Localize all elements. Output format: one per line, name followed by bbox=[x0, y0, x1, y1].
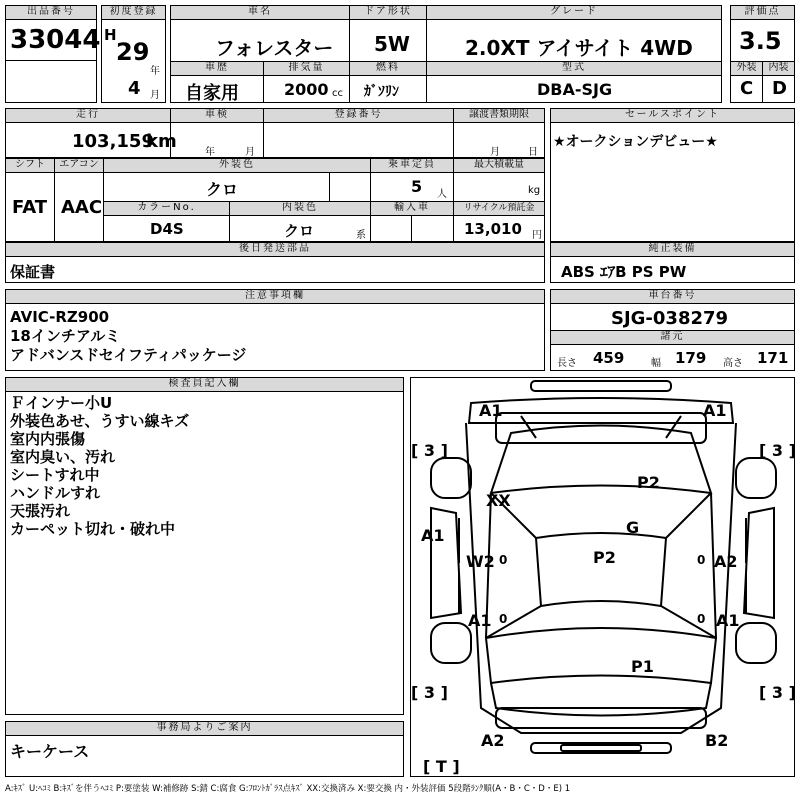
inspector-cell bbox=[5, 391, 404, 715]
history-label: 車歴 bbox=[170, 61, 264, 76]
chassis-label: 車台番号 bbox=[550, 289, 795, 304]
model: DBA-SJG bbox=[537, 80, 613, 99]
int-label: 内装 bbox=[762, 61, 795, 76]
reg-month: 4 bbox=[128, 78, 141, 99]
sales-point-label: セールスポイント bbox=[550, 108, 795, 123]
recycle-label: リサイクル預託金 bbox=[453, 201, 545, 216]
damage-mark: A1 bbox=[468, 611, 492, 630]
inspector-line: ハンドルすれ bbox=[10, 484, 101, 502]
first-reg-label: 初度登録 bbox=[101, 5, 166, 20]
colorno: D4S bbox=[150, 220, 184, 238]
tire-depth: [ 3 ] bbox=[759, 683, 794, 702]
spare-tire: [ T ] bbox=[423, 757, 460, 776]
fuel-cell bbox=[349, 75, 427, 103]
car-name-label: 車名 bbox=[170, 5, 350, 20]
ext-grade: C bbox=[740, 78, 754, 99]
sales-point: ★オークションデビュー★ bbox=[553, 134, 718, 150]
displacement-label: 排気量 bbox=[263, 61, 350, 76]
capacity: 5 bbox=[411, 177, 423, 196]
caution-cell bbox=[5, 303, 545, 371]
office-cell bbox=[5, 735, 404, 777]
intcolor-cell bbox=[229, 215, 371, 242]
damage-mark: A2 bbox=[481, 731, 505, 750]
damage-mark: P2 bbox=[637, 473, 660, 492]
transfer-label: 譲渡書類期限 bbox=[453, 108, 545, 123]
door: 5W bbox=[374, 32, 410, 56]
transfer-day: 日 bbox=[528, 147, 538, 158]
model-label: 型式 bbox=[426, 61, 722, 76]
score-cell bbox=[730, 19, 795, 62]
car-name-cell bbox=[170, 19, 350, 62]
displacement-cell bbox=[263, 75, 350, 103]
caution-label: 注意事項欄 bbox=[5, 289, 545, 304]
damage-mark: G bbox=[626, 518, 640, 537]
color: クロ bbox=[206, 180, 239, 199]
damage-mark: W2 bbox=[466, 552, 495, 571]
specs-cell bbox=[550, 344, 795, 371]
capacity-unit: 人 bbox=[437, 189, 447, 200]
recycle: 13,010 bbox=[464, 220, 522, 238]
reg-year: 29 bbox=[116, 38, 150, 66]
inspector-line: 外装色あせ、うすい線キズ bbox=[10, 412, 190, 430]
fuel: ｶﾞｿﾘﾝ bbox=[364, 84, 399, 100]
diagram-zero: 0 bbox=[499, 553, 508, 567]
car-diagram-svg bbox=[411, 378, 794, 776]
era: H bbox=[104, 26, 117, 44]
height: 171 bbox=[757, 349, 789, 367]
lot-blank bbox=[5, 60, 97, 103]
import-cell-a bbox=[370, 215, 412, 242]
mileage-unit: km bbox=[146, 131, 177, 152]
score: 3.5 bbox=[739, 27, 782, 55]
shift: FAT bbox=[12, 197, 48, 218]
diagram-zero: 0 bbox=[499, 612, 508, 626]
sales-point-cell bbox=[550, 122, 795, 242]
transfer-month: 月 bbox=[490, 147, 500, 158]
equipment: ABS ｴｱB PS PW bbox=[561, 263, 687, 281]
door-label: ドア形状 bbox=[349, 5, 427, 20]
inspection-month-unit: 月 bbox=[245, 147, 255, 158]
color-blank bbox=[329, 172, 371, 202]
inspector-label: 検査員記入欄 bbox=[5, 377, 404, 392]
lot-cell bbox=[5, 19, 101, 61]
damage-diagram bbox=[410, 377, 795, 777]
damage-mark: A1 bbox=[421, 526, 445, 545]
recycle-cell bbox=[453, 215, 545, 242]
mileage: 103,159 bbox=[72, 131, 154, 152]
color-label: 外装色 bbox=[103, 158, 371, 173]
office-note: キーケース bbox=[10, 742, 90, 761]
load-cell bbox=[453, 172, 545, 202]
inspection-cell bbox=[170, 122, 264, 158]
shift-label: シフト bbox=[5, 158, 55, 173]
history-cell bbox=[170, 75, 264, 103]
import-label: 輸入車 bbox=[370, 201, 454, 216]
wid-label: 幅 bbox=[651, 358, 661, 369]
specs-label: 諸元 bbox=[550, 330, 795, 345]
damage-mark: A2 bbox=[714, 552, 738, 571]
capacity-cell bbox=[370, 172, 454, 202]
inspector-line: 室内臭い、汚れ bbox=[10, 448, 116, 466]
legend: A:ｷｽﾞ U:ﾍｺﾐ B:ｷｽﾞを伴うﾍｺﾐ P:要塗装 W:補修跡 S:錆 C:腐食 G:ﾌﾛﾝﾄｶﾞﾗｽ点ｷｽﾞ XX:交換済み X:要交換 内・外装評価 5段階ﾗﾝｸ順(A・B・C・D・E) 1 bbox=[5, 784, 571, 794]
ac-label: エアコン bbox=[54, 158, 104, 173]
grade-label: グレード bbox=[426, 5, 722, 20]
len-label: 長さ bbox=[557, 358, 577, 369]
tire-depth: [ 3 ] bbox=[411, 683, 448, 702]
inspector-line: カーペット切れ・破れ中 bbox=[10, 520, 176, 538]
diagram-zero: 0 bbox=[697, 612, 706, 626]
load-label: 最大積載量 bbox=[453, 158, 545, 173]
month-unit: 月 bbox=[150, 90, 160, 101]
equipment-label: 純正装備 bbox=[550, 242, 795, 257]
tire-depth: [ 3 ] bbox=[759, 441, 794, 460]
color-cell bbox=[103, 172, 330, 202]
door-cell bbox=[349, 19, 427, 62]
lot-number: 33044 bbox=[10, 25, 101, 55]
grade: 2.0XT アイサイト 4WD bbox=[465, 36, 693, 60]
ac-cell bbox=[54, 172, 104, 242]
diagram-zero: 0 bbox=[697, 553, 706, 567]
mileage-cell bbox=[5, 122, 177, 158]
caution-line: AVIC-RZ900 bbox=[10, 308, 110, 326]
int-cell bbox=[762, 75, 795, 103]
grade-cell bbox=[426, 19, 722, 62]
capacity-label: 乗車定員 bbox=[370, 158, 454, 173]
colorno-label: カラーNo. bbox=[103, 201, 230, 216]
shift-cell bbox=[5, 172, 55, 242]
int-grade: D bbox=[772, 78, 787, 99]
transfer-cell bbox=[453, 122, 545, 158]
ac: AAC bbox=[61, 197, 103, 218]
damage-mark: XX bbox=[486, 491, 511, 510]
car-name: フォレスター bbox=[215, 36, 334, 60]
inspector-line: Ｆインナー小U bbox=[10, 394, 113, 412]
model-cell bbox=[426, 75, 722, 103]
damage-mark: P1 bbox=[631, 657, 654, 676]
damage-mark: P2 bbox=[593, 548, 616, 567]
tire-depth: [ 3 ] bbox=[411, 441, 448, 460]
equipment-cell bbox=[550, 256, 795, 283]
caution-line: アドバンスドセイフティパッケージ bbox=[10, 346, 247, 364]
intcolor-unit: 系 bbox=[356, 230, 366, 241]
caution-line: 18インチアルミ bbox=[10, 327, 121, 345]
score-label: 評価点 bbox=[730, 5, 795, 20]
parts-label: 後日発送部品 bbox=[5, 242, 545, 257]
year-unit: 年 bbox=[150, 66, 160, 77]
office-label: 事務局よりご案内 bbox=[5, 721, 404, 736]
inspector-line: 室内内張傷 bbox=[10, 430, 86, 448]
width: 179 bbox=[675, 349, 707, 367]
mileage-label: 走行 bbox=[5, 108, 171, 123]
parts: 保証書 bbox=[10, 263, 56, 281]
damage-mark: B2 bbox=[705, 731, 729, 750]
damage-mark: A1 bbox=[479, 401, 503, 420]
recycle-unit: 円 bbox=[532, 230, 542, 241]
displacement: 2000 bbox=[284, 80, 329, 99]
reg-no-cell bbox=[263, 122, 454, 158]
damage-mark: A1 bbox=[703, 401, 727, 420]
ext-label: 外装 bbox=[730, 61, 763, 76]
chassis-number: SJG-038279 bbox=[611, 308, 729, 329]
fuel-label: 燃料 bbox=[349, 61, 427, 76]
displacement-unit: cc bbox=[332, 88, 343, 99]
chassis-cell bbox=[550, 303, 795, 331]
reg-no-label: 登録番号 bbox=[263, 108, 454, 123]
history: 自家用 bbox=[185, 83, 239, 104]
hgt-label: 高さ bbox=[723, 358, 743, 369]
first-reg-cell bbox=[101, 19, 166, 103]
import-cell-b bbox=[411, 215, 454, 242]
inspector-line: 天張汚れ bbox=[10, 502, 71, 520]
ext-cell bbox=[730, 75, 763, 103]
lot-label: 出品番号 bbox=[5, 5, 97, 20]
length: 459 bbox=[593, 349, 625, 367]
parts-cell bbox=[5, 256, 545, 283]
inspection-label: 車検 bbox=[170, 108, 264, 123]
damage-mark: A1 bbox=[716, 611, 740, 630]
colorno-cell bbox=[103, 215, 230, 242]
inspector-line: シートすれ中 bbox=[10, 466, 100, 484]
intcolor-label: 内装色 bbox=[229, 201, 371, 216]
load-unit: kg bbox=[528, 185, 541, 196]
intcolor: クロ bbox=[284, 222, 315, 240]
inspection-year-unit: 年 bbox=[205, 147, 215, 158]
